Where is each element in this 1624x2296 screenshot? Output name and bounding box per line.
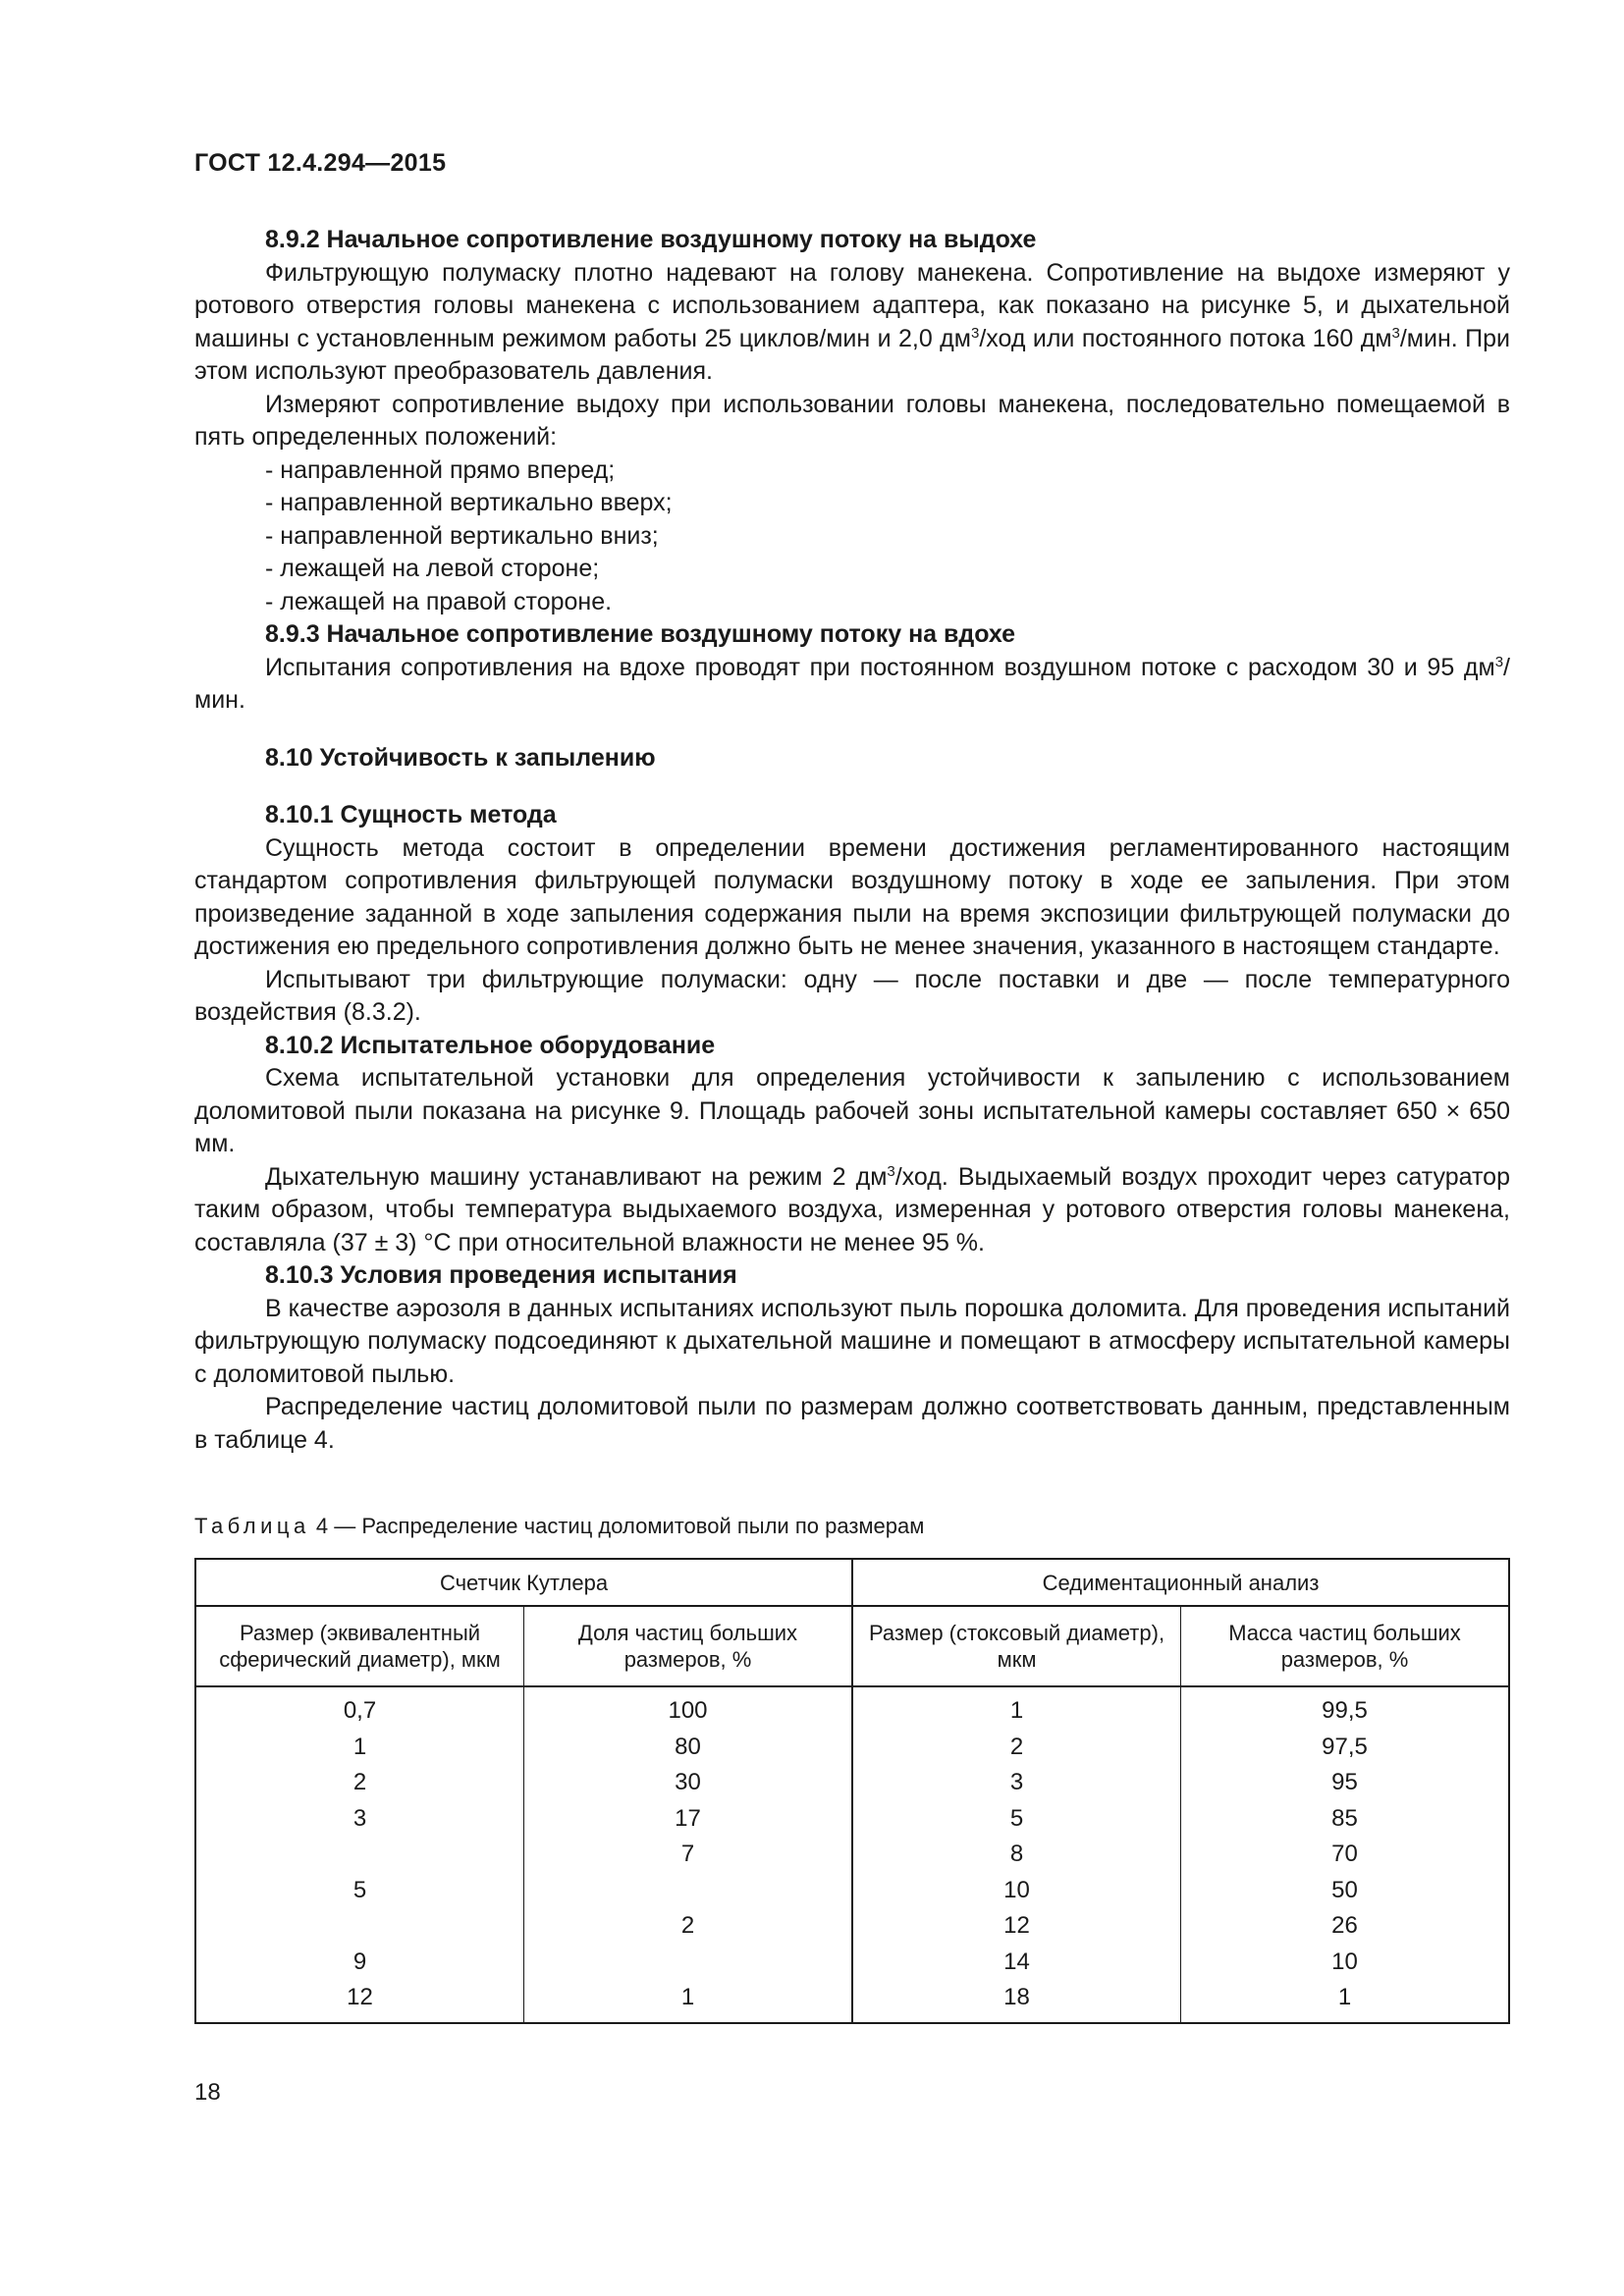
table-cell: 80 [524,1730,853,1766]
section-heading-8-10-3: 8.10.3 Условия проведения испытания [265,1261,737,1289]
table-cell [524,1873,853,1909]
table-group-header: Счетчик Кутлера [195,1559,852,1606]
table-cell: 9 [195,1945,524,1981]
table-row [195,1908,1509,1945]
table-caption: Таблица 4 — Распределение частиц доломитовой пыли по размерам [194,1514,925,1538]
table-cell: 1 [524,1980,853,2023]
table-cell: 0,7 [195,1686,524,1730]
table-cell: 3 [852,1765,1181,1801]
table-cell [524,1945,853,1981]
table-column-header: Размер (стоксовый диаметр), мкм [852,1606,1181,1686]
table-cell: 99,5 [1181,1686,1510,1730]
table-cell: 2 [852,1730,1181,1766]
table-cell: 3 [195,1801,524,1838]
table-cell: 50 [1181,1873,1510,1909]
table-row [195,1801,1509,1838]
table-cell: 97,5 [1181,1730,1510,1766]
particle-distribution-table [194,1558,1510,2024]
paragraph: Схема испытательной установки для определения устойчивости к запылению с использованием доломитовой пыли показана на рисунке 9. Площадь рабочей зоны испытательной камеры составляет 650 × 650 мм. [194,1064,1510,1157]
list-item: - направленной вертикально вниз; [265,521,659,550]
paragraph: Распределение частиц доломитовой пыли по размерам должно соответствовать данным, представленным в таблице 4. [194,1393,1510,1454]
table-row [195,1980,1509,2023]
paragraph: Дыхательную машину устанавливают на режим 2 $дм^3$/ход. Выдыхаемый воздух проходит через сатуратор таким образом, чтобы температура выдыхаемого воздуха, измеренная у ротового отверстия головы манекена, составляла (37 ± 3) °С при относительной влажности не менее 95 %. [194,1162,1510,1256]
table-cell: 17 [524,1801,853,1838]
table-cell: 100 [524,1686,853,1730]
table-cell: 2 [195,1765,524,1801]
table-cell: 85 [1181,1801,1510,1838]
table-cell: 70 [1181,1837,1510,1873]
list-item: - направленной прямо вперед; [265,455,616,484]
table-cell: 26 [1181,1908,1510,1945]
page-number: 18 [194,2079,221,2106]
table-cell [195,1908,524,1945]
table-cell: 12 [195,1980,524,2023]
list-item: - лежащей на левой стороне; [265,555,600,582]
table-cell: 7 [524,1837,853,1873]
document-body [194,224,1510,1457]
table-cell: 8 [852,1837,1181,1873]
table-column-header: Доля частиц больших размеров, % [524,1606,853,1686]
section-heading-8-9-3: 8.9.3 Начальное сопротивление воздушному потоку на вдохе [265,620,1016,648]
table-cell: 5 [195,1873,524,1909]
table-row [195,1686,1509,1730]
list-item: - направленной вертикально вверх; [265,489,673,516]
section-heading-8-10: 8.10 Устойчивость к запылению [265,743,656,772]
table-cell [195,1837,524,1873]
paragraph: В качестве аэрозоля в данных испытаниях используют пыль порошка доломита. Для проведения испытаний фильтрующую полумаску подсоединяют к дыхательной машине и помещают в атмосферу испытательной камеры с доломитовой пылью. [194,1294,1510,1388]
table-row [195,1765,1509,1801]
paragraph: Испытывают три фильтрующие полумаски: одну — после поставки и две — после температурного воздействия (8.3.2). [194,965,1510,1026]
table-cell: 18 [852,1980,1181,2023]
paragraph: Испытания сопротивления на вдохе проводят при постоянном воздушном потоке с расходом 30 и 95 $дм^3$/мин. [194,653,1510,714]
table-cell: 2 [524,1908,853,1945]
paragraph: Сущность метода состоит в определении времени достижения регламентированного настоящим стандартом сопротивления фильтрующей полумаски воздушному потоку в ходе ее запыления. При этом произведение заданной в ходе запыления содержания пыли на время экспозиции фильтрующей полумаски до достижения ею предельного сопротивления должно быть не менее значения, указанного в настоящем стандарте. [194,833,1510,960]
table-cell: 1 [1181,1980,1510,2023]
table-cell: 14 [852,1945,1181,1981]
table-cell: 95 [1181,1765,1510,1801]
section-heading-8-9-2: 8.9.2 Начальное сопротивление воздушному потоку на выдохе [265,226,1037,253]
table-row [195,1873,1509,1909]
table-row [195,1837,1509,1873]
table-cell: 1 [195,1730,524,1766]
table-cell: 5 [852,1801,1181,1838]
table-group-header: Седиментационный анализ [852,1559,1509,1606]
table-column-header: Масса частиц больших размеров, % [1181,1606,1510,1686]
list-item: - лежащей на правой стороне. [265,587,613,615]
paragraph: Измеряют сопротивление выдоху при использовании головы манекена, последовательно помещаемой в пять определенных положений: [194,390,1510,451]
table-row [195,1945,1509,1981]
table-cell: 10 [852,1873,1181,1909]
table-row [195,1730,1509,1766]
table-cell: 30 [524,1765,853,1801]
section-heading-8-10-1: 8.10.1 Сущность метода [265,801,557,828]
table-cell: 1 [852,1686,1181,1730]
document-header: ГОСТ 12.4.294—2015 [194,149,447,177]
table-cell: 10 [1181,1945,1510,1981]
section-heading-8-10-2: 8.10.2 Испытательное оборудование [265,1031,716,1059]
table-cell: 12 [852,1908,1181,1945]
paragraph: Фильтрующую полумаску плотно надевают на голову манекена. Сопротивление на выдохе измеряют у ротового отверстия головы манекена с использованием адаптера, как показано на рисунке 5, и дыхательной машины с установленным режимом работы 25 циклов/мин и 2,0 $дм^3$/ход или постоянного потока 160 $дм^3$/мин. При этом используют преобразователь давления. [194,258,1510,385]
table-column-header: Размер (эквивалентный сферический диаметр), мкм [195,1606,524,1686]
